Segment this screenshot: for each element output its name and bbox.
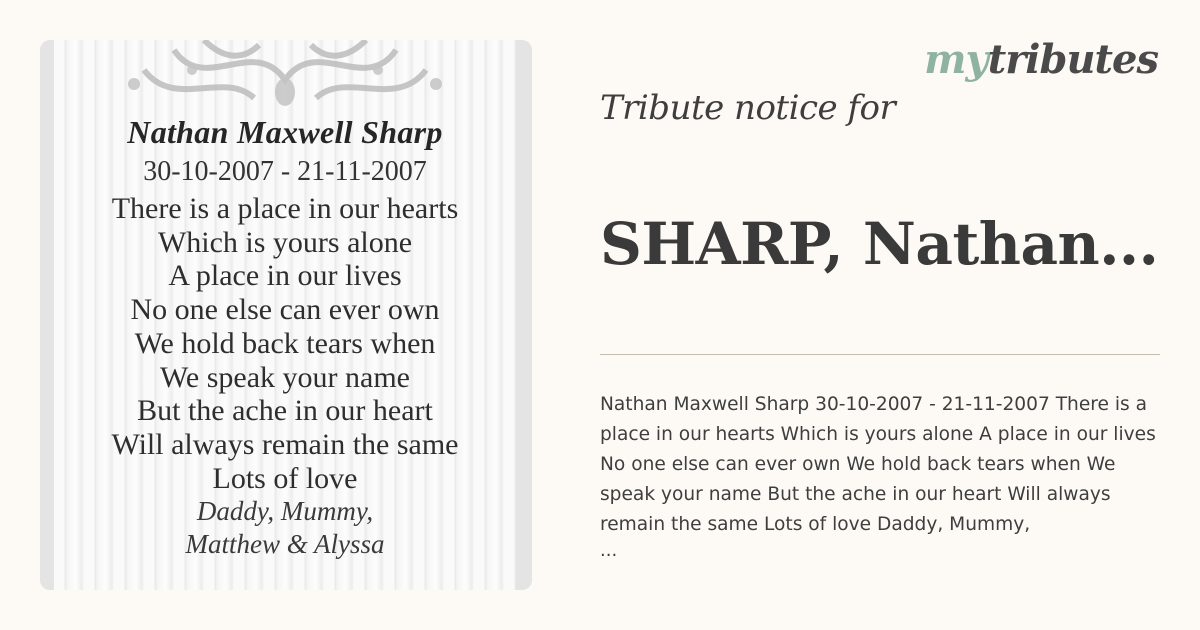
notice-dates: 30-10-2007 - 21-11-2007 (143, 156, 427, 187)
excerpt-ellipsis: ... (600, 540, 618, 561)
logo-my: my (924, 36, 988, 83)
verse-line: A place in our lives (168, 259, 402, 293)
deceased-name-heading: SHARP, Nathan... (600, 210, 1159, 278)
verse-line: We hold back tears when (134, 326, 436, 360)
verse-line: Lots of love (212, 461, 358, 495)
tribute-notice-image (40, 40, 532, 590)
notice-verse (54, 112, 516, 561)
tribute-subtitle: Tribute notice for (600, 88, 896, 128)
notice-paper (54, 40, 516, 590)
logo-tributes: tributes (987, 36, 1158, 83)
verse-line: We speak your name (160, 360, 410, 394)
signoff-line: Matthew & Alyssa (185, 529, 385, 560)
mytributes-logo[interactable] (924, 36, 1158, 83)
floral-ornament (54, 40, 516, 118)
tribute-excerpt: Nathan Maxwell Sharp 30-10-2007 - 21-11-2007 There is a place in our hearts Which is yours alone A place in our lives No one else can ever own We hold back tears when We speak your name But the ache in our heart Will always remain the same Lots of love Daddy, Mummy, (600, 394, 1156, 535)
verse-line: No one else can ever own (130, 293, 440, 327)
notice-name: Nathan Maxwell Sharp (127, 114, 443, 150)
verse-line: Will always remain the same (111, 427, 459, 461)
signoff-line: Daddy, Mummy, (196, 496, 374, 527)
verse-line: Which is yours alone (157, 225, 413, 259)
verse-line: But the ache in our heart (137, 394, 433, 428)
divider (600, 354, 1160, 355)
verse-line: There is a place in our hearts (111, 192, 459, 225)
